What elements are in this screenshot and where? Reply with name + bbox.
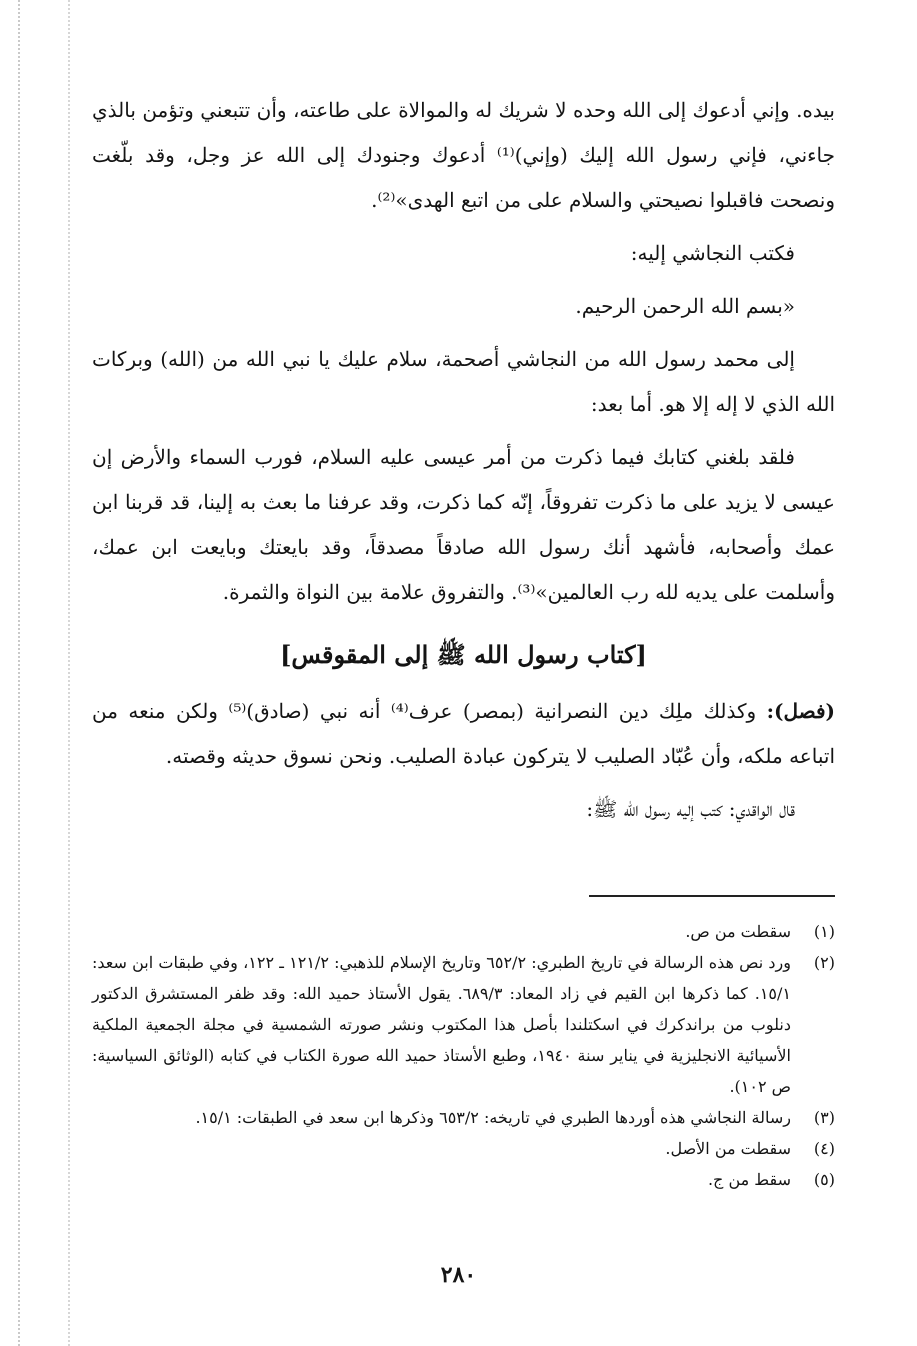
footnote-text: ورد نص هذه الرسالة في تاريخ الطبري: ٦٥٢/٢ وتاريخ الإسلام للذهبي: ١٢١/٢ ـ ١٢٢، وفي طبقات ابن سعد: ١٥/١. كما ذكرها ابن القيم في زاد المعاد: ٦٨٩/٣. يقول الأستاذ حميد الله: وقد ظفر المستشرق الدكتور دنلوب من براندكرك في اسكتلندا بأصل هذا المكتوب ونشر صورته الشمسية في مجلة الجمعية الملكية الأسيائية الانجليزية في يناير سنة ١٩٤٠، وطبع الأستاذ حميد الله صورة الكتاب في كتابه (الوثائق السياسية: ص ١٠٢). [92,953,792,1096]
paragraph-letter-end: بيده. وإني أدعوك إلى الله وحده لا شريك له والموالاة على طاعته، وأن تتبعني وتؤمن بالذي جاءني، فإني رسول الله إليك (وإني)⁽¹⁾ أدعوك وجنودك إلى الله عز وجل، وقد بلّغت ونصحت فاقبلوا نصيحتي والسلام على من اتبع الهدى»⁽²⁾. [92,98,835,212]
footnote-number: (٣) [813,1108,835,1127]
footnote-text: سقطت من الأصل. [665,1139,791,1158]
scan-margin-dots [18,0,80,1346]
paragraph-fasl [92,689,835,779]
footnote-number: (٢) [813,953,835,972]
fasl-text: وكذلك ملِك دين النصرانية (بمصر) عرف⁽⁴⁾ أنه نبي (صادق)⁽⁵⁾ ولكن منعه من اتباعه ملكه، وأن عُبّاد الصليب لا يتركون عبادة الصليب. ونحن نسوق حديثه وقصته. [92,699,835,768]
paragraph-greeting: إلى محمد رسول الله من النجاشي أصحمة، سلام عليك يا نبي الله من (الله) وبركات الله الذي لا إله إلا هو. أما بعد: [92,347,835,416]
footnote-text: رسالة النجاشي هذه أوردها الطبري في تاريخه: ٦٥٣/٢ وذكرها ابن سعد في الطبقات: ١٥/١. [195,1108,791,1127]
paragraph-najashi-reply: فلقد بلغني كتابك فيما ذكرت من أمر عيسى عليه السلام، فورب السماء والأرض إن عيسى لا يزيد على ما ذكرت تفروقاً، إنّه كما ذكرت، وقد عرفنا ما بعث به إلينا، قد قربنا ابن عمك وأصحابه، فأشهد أنك رسول الله صادقاً مصدقاً، وقد بايعتك وبايعت ابن عمك، وأسلمت على يديه لله رب العالمين»⁽³⁾. والتفروق علامة بين النواة والثمرة. [92,445,835,604]
footnote-number: (٥) [813,1170,835,1189]
fasl-label: (فصل): [766,699,835,723]
footnote-5 [92,1164,835,1195]
footnote-text: سقطت من ص. [685,922,791,941]
paragraph-basmala: «بسم الله الرحمن الرحيم. [575,294,795,318]
footnote-separator [589,895,835,897]
section-heading: [كتاب رسول الله ﷺ إلى المقوقس] [280,640,647,669]
paragraph-najashi-wrote: فكتب النجاشي إليه: [630,241,795,265]
page-body [92,88,835,832]
page-number: ٢٨٠ [440,1262,477,1288]
footnote-4 [92,1133,835,1164]
footnote-number: (٤) [813,1139,835,1158]
main-text-2 [92,689,835,832]
footnote-number: (١) [813,922,835,941]
footnote-1 [92,916,835,947]
footnotes [92,916,835,1195]
footnote-3 [92,1102,835,1133]
main-text [92,88,835,615]
paragraph-waqidi: قال الواقدي: كتب إليه رسول الله ﷺ: [586,797,795,821]
footnote-text: سقط من ج. [707,1170,791,1189]
footnote-2 [92,947,835,1102]
